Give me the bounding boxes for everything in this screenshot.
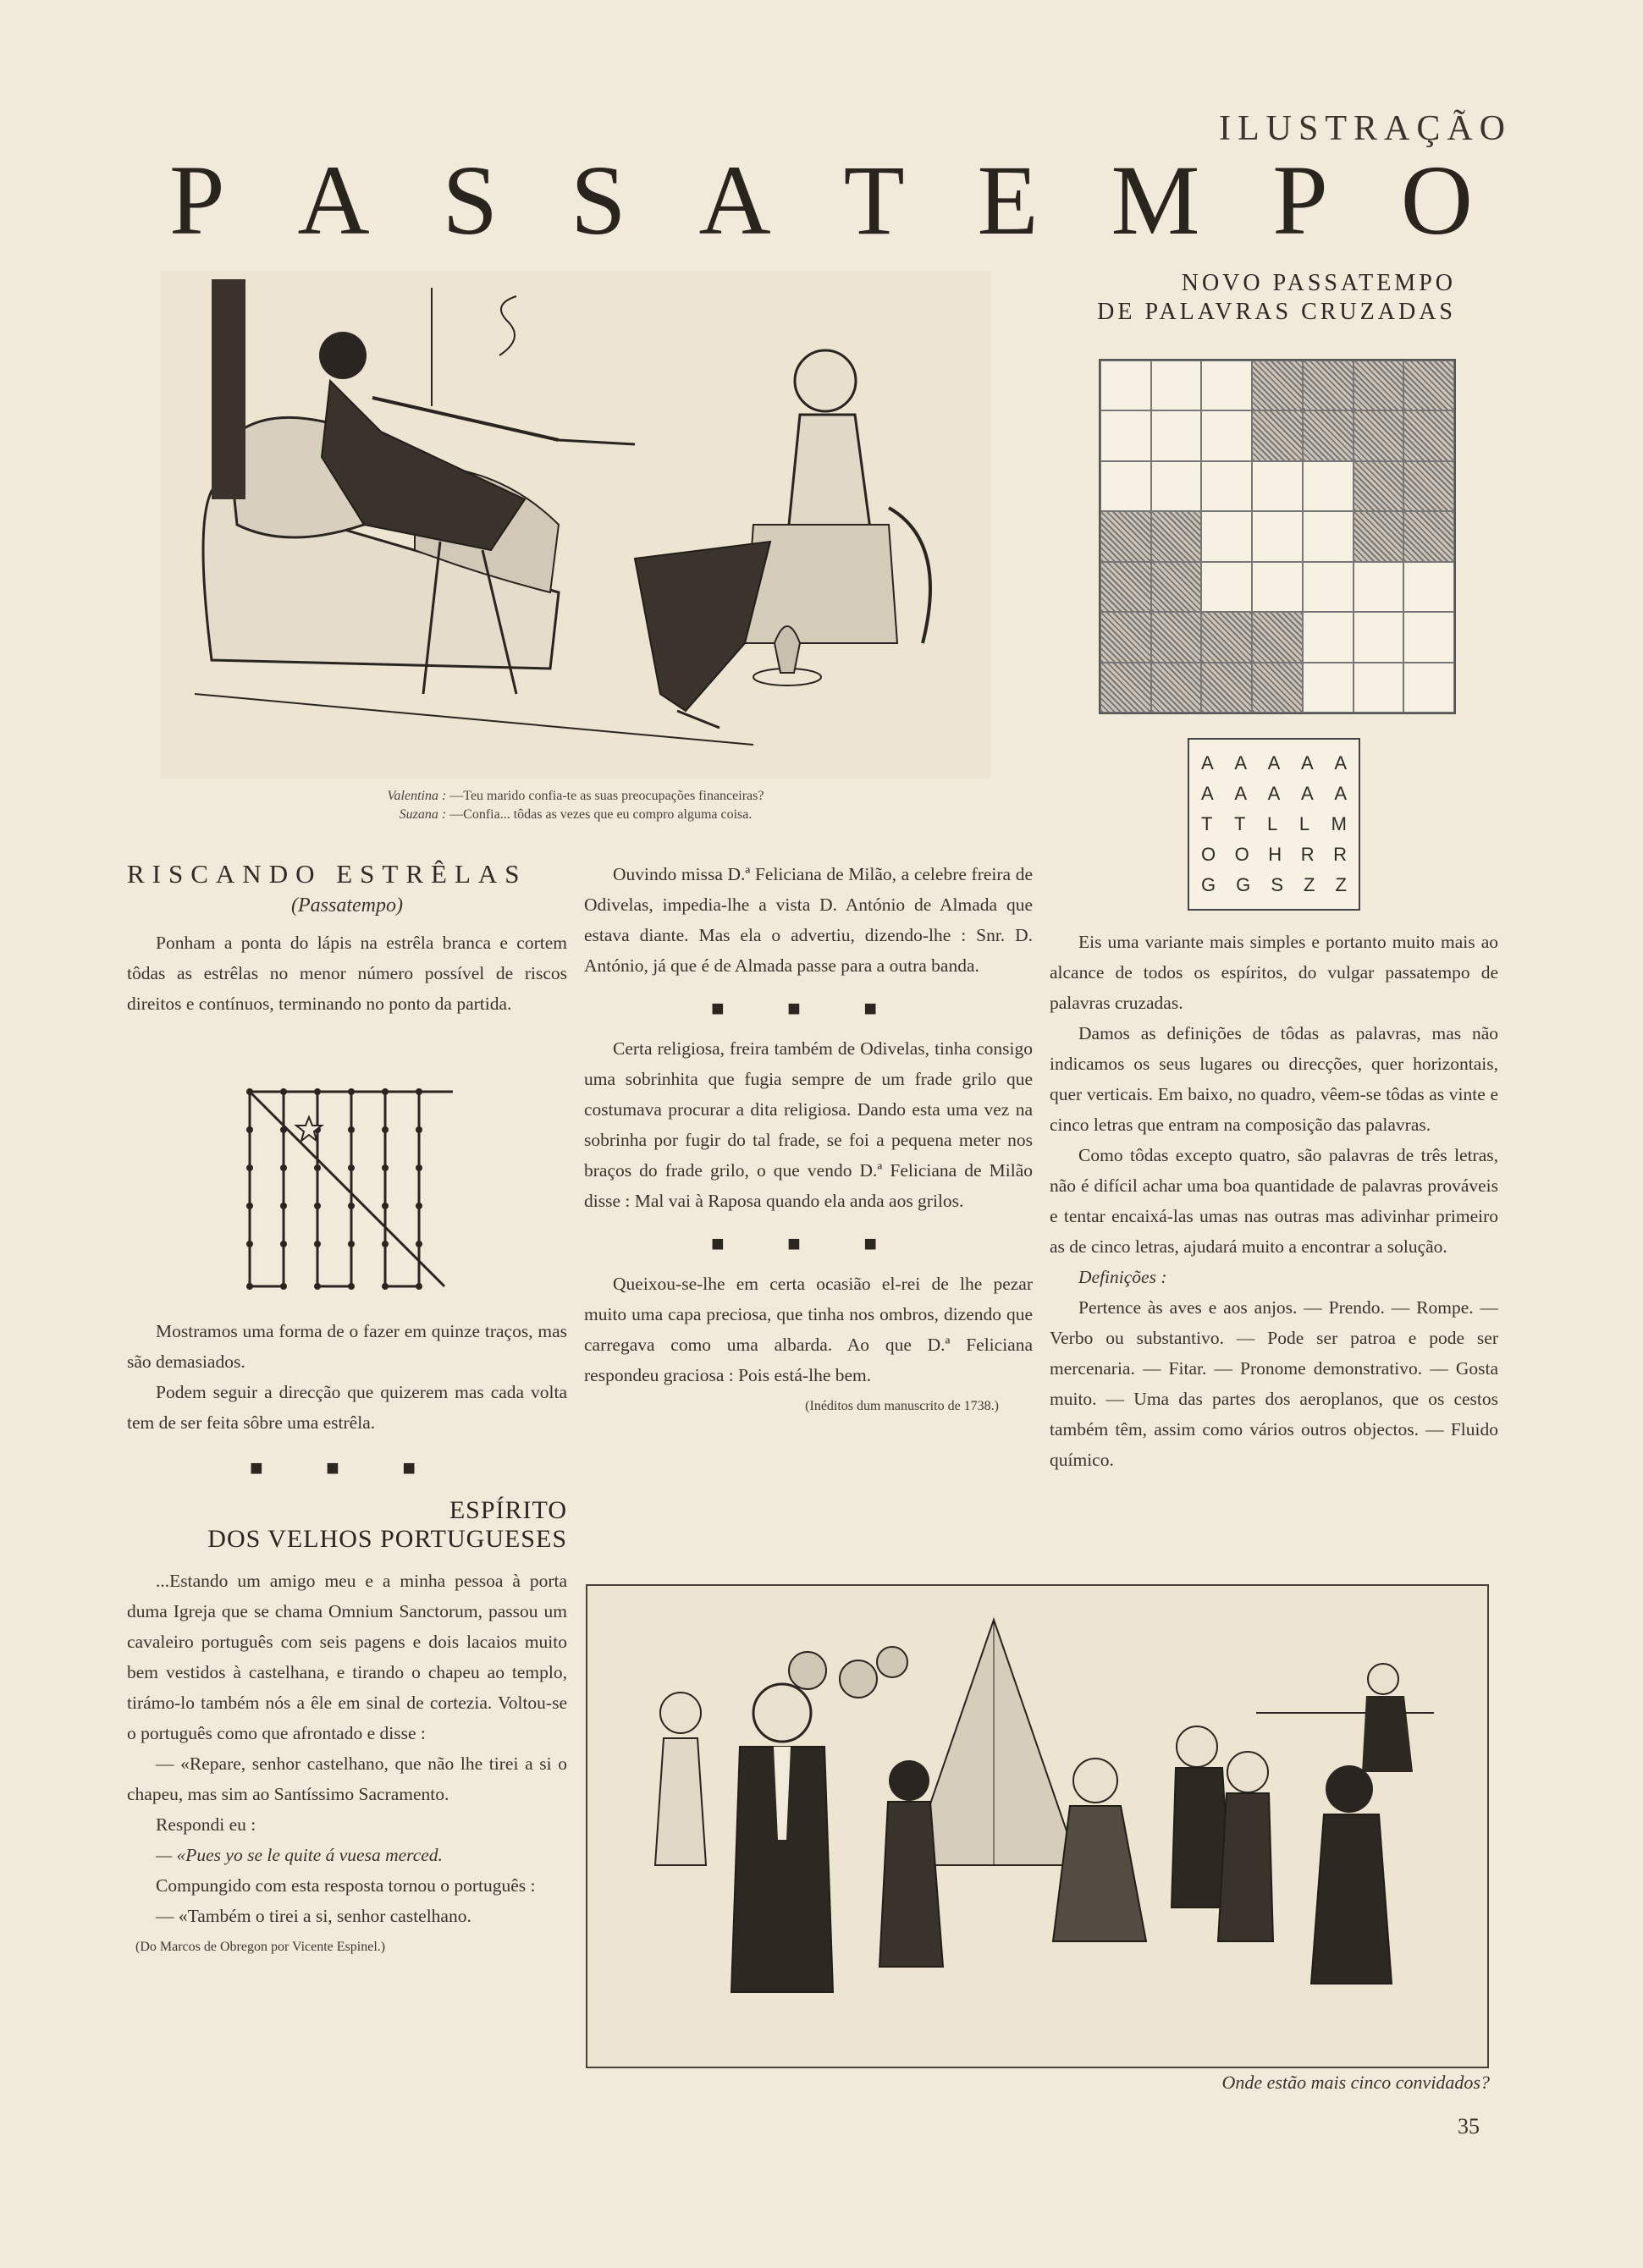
page-number: 35 bbox=[1458, 2114, 1480, 2139]
separator: ■ ■ ■ bbox=[710, 1231, 907, 1256]
bottom-illustration bbox=[586, 1584, 1489, 2068]
grid-cell-shaded bbox=[1151, 562, 1202, 612]
grid-cell-shaded bbox=[1354, 461, 1404, 511]
paragraph: — «Pues yo se le quite á vuesa merced. bbox=[156, 1845, 443, 1865]
paragraph: Ouvindo missa D.ª Feliciana de Milão, a celebre freira de Odivelas, impedia-lhe a vista D. António de Almada que estava diante. Mas ela o advertiu, dizendo-lhe : Snr. D. António, já que é de Almada passe para a outra banda. bbox=[584, 864, 1033, 976]
paragraph: Como tôdas excepto quatro, são palavras de três letras, não é difícil achar uma boa quantidade de palavras prováveis e tentar encaixá-las umas nas outras mas adivinhar primeiro as de cinco letras, ajudará muito a encontrar a solução. bbox=[1050, 1145, 1498, 1257]
letters-row bbox=[1201, 779, 1347, 809]
letter: G bbox=[1236, 874, 1251, 895]
paragraph: Mostramos uma forma de o fazer em quinze traços, mas são demasiados. bbox=[127, 1321, 567, 1372]
paragraph: Eis uma variante mais simples e portanto muito mais ao alcance de todos os espíritos, do vulgar passatempo de palavras cruzadas. bbox=[1050, 932, 1498, 1013]
letter: S bbox=[1271, 874, 1283, 895]
party-drawing bbox=[587, 1586, 1487, 2067]
grid-cell-shaded bbox=[1100, 562, 1151, 612]
letter: Z bbox=[1304, 874, 1315, 895]
crossword-grid bbox=[1099, 359, 1456, 714]
title-letter: P bbox=[1272, 145, 1328, 256]
letter: A bbox=[1267, 783, 1281, 804]
top-illustration-caption bbox=[254, 787, 897, 825]
grid-cell-shaded bbox=[1403, 361, 1454, 410]
title-letter: A bbox=[297, 145, 370, 256]
middle-text-3 bbox=[584, 1269, 1033, 1390]
riscando-section bbox=[127, 859, 567, 1019]
definitions-label: Definições : bbox=[1078, 1267, 1167, 1287]
grid-cell bbox=[1303, 511, 1354, 561]
grid-cell-shaded bbox=[1252, 612, 1303, 662]
espirito-title-line2: DOS VELHOS PORTUGUESES bbox=[207, 1525, 567, 1553]
grid-cell bbox=[1100, 361, 1151, 410]
grid-cell bbox=[1151, 361, 1202, 410]
title-letter: A bbox=[698, 145, 771, 256]
grid-cell-shaded bbox=[1151, 663, 1202, 713]
letter: A bbox=[1334, 783, 1347, 804]
riscando-subtitle: (Passatempo) bbox=[291, 895, 403, 917]
caption-speaker: Valentina : bbox=[387, 789, 447, 803]
middle-column bbox=[584, 859, 1033, 1414]
title-letter: S bbox=[571, 145, 626, 256]
letter: M bbox=[1331, 813, 1347, 834]
letter: T bbox=[1234, 813, 1246, 834]
letter: L bbox=[1298, 813, 1310, 834]
middle-text-2 bbox=[584, 1033, 1033, 1216]
grid-cell bbox=[1100, 461, 1151, 511]
paragraph: Respondi eu : bbox=[156, 1814, 256, 1835]
grid-cell-shaded bbox=[1201, 612, 1252, 662]
grid-cell bbox=[1201, 511, 1252, 561]
grid-cell bbox=[1201, 562, 1252, 612]
letter: A bbox=[1300, 752, 1314, 773]
grid-cell-shaded bbox=[1303, 361, 1354, 410]
paragraph: Certa religiosa, freira também de Odivelas, tinha consigo uma sobrinhita que fugia sempre de um frade grilo que costumava procurar a dita religiosa. Dando esta uma vez na sobrinha por fugir do tal frade, se foi a pequena meter nos braços do frade grilo, o que vendo D.ª Feliciana de Milão disse : Mal vai à Raposa quando ela anda aos grilos. bbox=[584, 1038, 1033, 1211]
riscando-title: RISCANDO ESTRÊLAS bbox=[127, 859, 527, 889]
paragraph: Ponham a ponta do lápis na estrêla branca e cortem tôdas as estrêlas no menor número possível de riscos direitos e contínuos, terminando no ponto da partida. bbox=[127, 933, 567, 1014]
crossword-heading-line1: NOVO PASSATEMPO bbox=[1181, 270, 1456, 296]
espirito-section bbox=[127, 1496, 567, 1955]
letter: G bbox=[1201, 874, 1216, 895]
definitions: Pertence às aves e aos anjos. — Prendo. — Rompe. — Verbo ou substantivo. — Pode ser patroa e pode ser mercenaria. — Fitar. — Pronome demonstrativo. — Gosta muito. — Uma das partes dos aeroplanos, que os cestos também têm, assim como vários outros objectos. — Fluido químico. bbox=[1050, 1297, 1498, 1470]
page-title bbox=[169, 145, 1473, 256]
letter: L bbox=[1267, 813, 1278, 834]
crossword-heading bbox=[1058, 269, 1456, 327]
letter: H bbox=[1268, 844, 1282, 865]
paragraph: — «Também o tirei a si, senhor castelhano. bbox=[156, 1906, 471, 1926]
grid-cell-shaded bbox=[1403, 461, 1454, 511]
letter: A bbox=[1234, 783, 1248, 804]
paragraph: — «Repare, senhor castelhano, que não lhe tirei a si o chapeu, mas sim ao Santíssimo Sacramento. bbox=[127, 1753, 567, 1804]
title-letter: S bbox=[442, 145, 499, 256]
grid-cell bbox=[1252, 461, 1303, 511]
letter: A bbox=[1267, 752, 1281, 773]
espirito-title-line1: ESPÍRITO bbox=[449, 1496, 567, 1524]
espirito-body bbox=[127, 1566, 567, 1931]
masthead: ILUSTRAÇÃO bbox=[1219, 109, 1513, 148]
grid-cell bbox=[1303, 461, 1354, 511]
letters-row bbox=[1201, 870, 1347, 900]
letter: R bbox=[1300, 844, 1315, 865]
espirito-source: (Do Marcos de Obregon por Vicente Espinel.) bbox=[135, 1940, 386, 1954]
paragraph: ...Estando um amigo meu e a minha pessoa à porta duma Igreja que se chama Omnium Sanctorum, passou um cavaleiro português com seis pagens e dois lacaios muito bem vestidos à castelhana, e tirando o chapeu ao templo, tirámo-lo também nós a êle em sinal de cortezia. Voltou-se o português como que afrontado e disse : bbox=[127, 1571, 567, 1743]
grid-cell bbox=[1201, 361, 1252, 410]
letter: A bbox=[1201, 752, 1214, 773]
grid-cell-shaded bbox=[1100, 663, 1151, 713]
letter: O bbox=[1234, 844, 1249, 865]
grid-cell bbox=[1252, 511, 1303, 561]
grid-cell bbox=[1403, 562, 1454, 612]
grid-cell bbox=[1303, 663, 1354, 713]
grid-cell bbox=[1151, 461, 1202, 511]
title-letter: O bbox=[1400, 145, 1473, 256]
paragraph: Compungido com esta resposta tornou o português : bbox=[156, 1875, 536, 1896]
right-text bbox=[1050, 927, 1498, 1475]
grid-cell-shaded bbox=[1252, 410, 1303, 460]
separator: ■ ■ ■ bbox=[710, 996, 907, 1021]
paragraph: Podem seguir a direcção que quizerem mas cada volta tem de ser feita sôbre uma estrêla. bbox=[127, 1382, 567, 1433]
letters-row bbox=[1201, 809, 1347, 839]
crossword-heading-line2: DE PALAVRAS CRUZADAS bbox=[1097, 299, 1456, 325]
grid-cell bbox=[1100, 410, 1151, 460]
middle-source: (Inéditos dum manuscrito de 1738.) bbox=[805, 1399, 999, 1413]
letter: T bbox=[1201, 813, 1213, 834]
letter: O bbox=[1201, 844, 1216, 865]
grid-cell-shaded bbox=[1354, 511, 1404, 561]
grid-cell bbox=[1354, 562, 1404, 612]
right-column bbox=[1050, 927, 1498, 1475]
grid-cell-shaded bbox=[1403, 410, 1454, 460]
riscando-intro bbox=[127, 928, 567, 1019]
letter: A bbox=[1234, 752, 1248, 773]
grid-cell-shaded bbox=[1354, 361, 1404, 410]
grid-cell bbox=[1403, 663, 1454, 713]
letter: Z bbox=[1335, 874, 1347, 895]
letter: A bbox=[1201, 783, 1214, 804]
sketch-drawing bbox=[161, 271, 990, 779]
grid-cell bbox=[1354, 663, 1404, 713]
letter: R bbox=[1333, 844, 1347, 865]
title-letter: E bbox=[977, 145, 1039, 256]
grid-cell-shaded bbox=[1403, 511, 1454, 561]
title-letter: M bbox=[1111, 145, 1200, 256]
letter: A bbox=[1334, 752, 1347, 773]
star-puzzle-diagram bbox=[241, 1083, 453, 1295]
letters-box bbox=[1188, 738, 1360, 911]
grid-cell-shaded bbox=[1201, 663, 1252, 713]
letters-row bbox=[1201, 839, 1347, 870]
caption-speaker: Suzana : bbox=[399, 807, 447, 823]
grid-cell bbox=[1303, 562, 1354, 612]
bottom-illustration-caption: Onde estão mais cinco convidados? bbox=[1221, 2072, 1490, 2093]
grid-cell-shaded bbox=[1151, 612, 1202, 662]
title-letter: P bbox=[169, 145, 225, 256]
grid-cell bbox=[1303, 612, 1354, 662]
grid-cell bbox=[1354, 612, 1404, 662]
grid-cell bbox=[1403, 612, 1454, 662]
grid-cell-shaded bbox=[1303, 410, 1354, 460]
top-illustration bbox=[161, 271, 990, 779]
middle-text-1 bbox=[584, 859, 1033, 981]
paragraph: Queixou-se-lhe em certa ocasião el-rei de lhe pezar muito uma capa preciosa, que tinha nos ombros, dizendo que carregava como uma albarda. Ao que D.ª Feliciana respondeu graciosa : Pois está-lhe bem. bbox=[584, 1274, 1033, 1385]
grid-cell bbox=[1201, 461, 1252, 511]
riscando-notes bbox=[127, 1316, 567, 1438]
paragraph: Damos as definições de tôdas as palavras, mas não indicamos os seus lugares ou direcções, quer horizontais, quer verticais. Em baixo, no quadro, vêem-se tôdas as vinte e cinco letras que entram na composição das palavras. bbox=[1050, 1023, 1498, 1135]
grid-cell-shaded bbox=[1151, 511, 1202, 561]
grid-cell-shaded bbox=[1252, 361, 1303, 410]
grid-cell bbox=[1252, 562, 1303, 612]
letters-row bbox=[1201, 748, 1347, 779]
letter: A bbox=[1300, 783, 1314, 804]
espirito-title bbox=[127, 1496, 567, 1554]
grid-cell-shaded bbox=[1100, 511, 1151, 561]
grid-cell-shaded bbox=[1354, 410, 1404, 460]
caption-text: —Confia... tôdas as vezes que eu compro alguma coisa. bbox=[449, 807, 753, 823]
grid-cell bbox=[1151, 410, 1202, 460]
caption-text: —Teu marido confia-te as suas preocupações financeiras? bbox=[449, 789, 764, 803]
grid-cell-shaded bbox=[1100, 612, 1151, 662]
grid-cell bbox=[1201, 410, 1252, 460]
grid-cell-shaded bbox=[1252, 663, 1303, 713]
title-letter: T bbox=[843, 145, 905, 256]
separator: ■ ■ ■ bbox=[249, 1456, 445, 1480]
